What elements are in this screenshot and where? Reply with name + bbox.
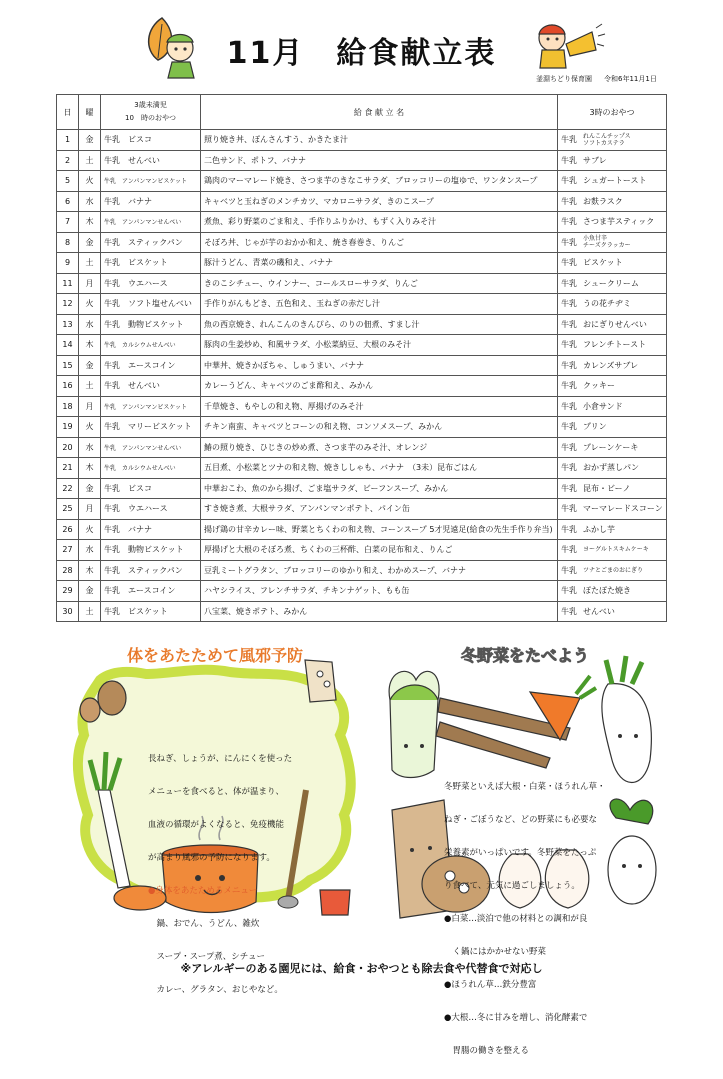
left-list-line: 鍋、おでん、うどん、雑炊 [148, 919, 260, 929]
day-cell: 8 [57, 232, 79, 253]
day-cell: 16 [57, 376, 79, 397]
snack3-item: サブレ [583, 155, 607, 165]
snack3-milk: 牛乳 [561, 360, 577, 370]
snack3-item: マーマレードスコーン [583, 504, 663, 514]
dow-cell: 水 [79, 191, 101, 212]
snack10-cell: 牛乳 マリービスケット [101, 417, 201, 438]
snack10-cell: 牛乳 アンパンマンビスケット [101, 396, 201, 417]
table-row [57, 396, 667, 417]
menu-cell: チキン南蛮、キャベツとコーンの和え物、コンソメスープ、みかん [201, 417, 558, 438]
dow-cell: 火 [79, 417, 101, 438]
snack3-milk: 牛乳 [561, 176, 577, 186]
snack3-item: うの花チヂミ [583, 299, 631, 309]
snack10-cell: 牛乳 カルシウムせんべい [101, 335, 201, 356]
menu-cell: 八宝菜、焼きポテト、みかん [201, 601, 558, 622]
snack3-cell [558, 314, 667, 335]
snack3-cell [558, 396, 667, 417]
right-text-line: く鍋にはかかせない野菜 [444, 947, 547, 957]
table-row [57, 437, 667, 458]
right-text-line: 胃腸の働きを整える [444, 1046, 530, 1056]
right-text-line: ●ほうれん草…鉄分豊富 [444, 980, 537, 990]
snack3-cell [558, 581, 667, 602]
day-cell: 6 [57, 191, 79, 212]
snack3-cell [558, 376, 667, 397]
snack3-item: せんべい [583, 606, 615, 616]
snack3-milk: 牛乳 [561, 504, 577, 514]
right-text-line: ねぎ・ごぼうなど、どの野菜にも必要な [444, 815, 598, 825]
dow-cell: 水 [79, 314, 101, 335]
snack3-cell [558, 150, 667, 171]
dow-cell: 金 [79, 232, 101, 253]
day-cell: 28 [57, 560, 79, 581]
snack10-cell: 牛乳 ウエハース [101, 499, 201, 520]
day-cell: 22 [57, 478, 79, 499]
dow-cell: 水 [79, 540, 101, 561]
table-row [57, 273, 667, 294]
left-text-line: 血液の循環がよくなると、免疫機能 [148, 820, 285, 830]
header-snack10 [101, 95, 201, 130]
left-text-line: メニューを食べると、体が温まり、 [148, 787, 285, 797]
drum-kid-mascot-icon [526, 16, 606, 78]
dow-cell: 土 [79, 601, 101, 622]
table-row [57, 519, 667, 540]
snack3-cell [558, 273, 667, 294]
menu-cell: ハヤシライス、フレンチサラダ、チキンナゲット、もも缶 [201, 581, 558, 602]
snack10-cell: 牛乳 ソフト塩せんべい [101, 294, 201, 315]
snack3-item: シュガートースト [583, 176, 647, 186]
snack3-item: 小倉サンド [583, 401, 623, 411]
menu-cell: 豆乳ミートグラタン、ブロッコリーのゆかり和え、わかめスープ、バナナ [201, 560, 558, 581]
menu-cell: 千草焼き、もやしの和え物、厚揚げのみそ汁 [201, 396, 558, 417]
snack10-cell: 牛乳 エースコイン [101, 355, 201, 376]
day-cell: 7 [57, 212, 79, 233]
table-row [57, 130, 667, 151]
right-panel-title: 冬野菜をたべよう [460, 646, 589, 665]
snack3-item: 昆布・ビーノ [583, 483, 631, 493]
table-row [57, 560, 667, 581]
snack3-cell [558, 478, 667, 499]
snack3-milk: 牛乳 [561, 258, 577, 268]
table-row [57, 478, 667, 499]
dow-cell: 火 [79, 519, 101, 540]
right-text-line: 栄養素がいっぱいです。冬野菜をたっぷ [444, 848, 597, 858]
snack10-cell: 牛乳 バナナ [101, 191, 201, 212]
table-row [57, 499, 667, 520]
snack3-item: れんこんチップス ソフトカステラ [583, 132, 631, 147]
day-cell: 1 [57, 130, 79, 151]
snack10-cell: 牛乳 ビスケット [101, 253, 201, 274]
snack3-item: ふかし芋 [583, 524, 615, 534]
snack3-cell [558, 191, 667, 212]
snack3-milk: 牛乳 [561, 545, 577, 555]
snack10-cell: 牛乳 エースコイン [101, 581, 201, 602]
snack3-item: ビスケット [583, 258, 623, 268]
snack3-cell [558, 294, 667, 315]
dow-cell: 水 [79, 437, 101, 458]
menu-cell: そぼろ丼、じゃが芋のおかか和え、焼き春巻き、りんご [201, 232, 558, 253]
table-row [57, 601, 667, 622]
snack3-item: 小魚甘辛 チーズクラッカー [583, 235, 631, 250]
menu-cell: 二色サンド、ポトフ、バナナ [201, 150, 558, 171]
menu-table [56, 94, 667, 622]
menu-cell: 鶏肉のマーマレード焼き、さつま芋のきなこサラダ、ブロッコリーの塩ゆで、ワンタンスープ [201, 171, 558, 192]
snack3-cell [558, 212, 667, 233]
menu-cell: 豚肉の生姜炒め、和風サラダ、小松菜納豆、大根のみそ汁 [201, 335, 558, 356]
dow-cell: 火 [79, 294, 101, 315]
day-cell: 14 [57, 335, 79, 356]
header-snack10-line1: 3歳未満児 [134, 101, 167, 109]
snack10-cell: 牛乳 カルシウムせんべい [101, 458, 201, 479]
header-snack10-line2: 10 時のおやつ [125, 114, 176, 122]
day-cell: 13 [57, 314, 79, 335]
snack3-cell [558, 458, 667, 479]
dow-cell: 金 [79, 355, 101, 376]
table-row [57, 294, 667, 315]
snack10-cell: 牛乳 バナナ [101, 519, 201, 540]
snack3-milk: 牛乳 [561, 463, 577, 473]
day-cell: 9 [57, 253, 79, 274]
header-dow: 曜 [79, 95, 101, 130]
snack3-cell [558, 519, 667, 540]
right-text-line: 冬野菜といえば大根・白菜・ほうれん草・ [444, 782, 606, 792]
table-row [57, 355, 667, 376]
snack3-item: おかず蒸しパン [583, 463, 639, 473]
day-cell: 25 [57, 499, 79, 520]
snack3-milk: 牛乳 [561, 319, 577, 329]
snack3-cell [558, 130, 667, 151]
snack10-cell: 牛乳 せんべい [101, 376, 201, 397]
menu-cell: きのこシチュー、ウインナー、コールスローサラダ、りんご [201, 273, 558, 294]
snack3-cell [558, 335, 667, 356]
snack3-cell [558, 355, 667, 376]
snack10-cell: 牛乳 せんべい [101, 150, 201, 171]
right-panel-text [444, 760, 606, 1079]
table-row [57, 417, 667, 438]
day-cell: 18 [57, 396, 79, 417]
day-cell: 27 [57, 540, 79, 561]
snack3-cell [558, 437, 667, 458]
winter-vegetables-panel [380, 640, 670, 1056]
snack3-milk: 牛乳 [561, 401, 577, 411]
table-row [57, 212, 667, 233]
day-cell: 20 [57, 437, 79, 458]
organization-name: 釜淵ちどり保育園 [536, 75, 592, 83]
warm-body-panel [70, 640, 360, 995]
menu-cell: すき焼き煮、大根サラダ、アンパンマンポテト、パイン缶 [201, 499, 558, 520]
snack3-cell [558, 417, 667, 438]
day-cell: 29 [57, 581, 79, 602]
left-list-title: ●身体をあたためるメニュー [148, 886, 258, 896]
snack3-item: ぽたぽた焼き [583, 586, 631, 596]
dow-cell: 木 [79, 560, 101, 581]
left-list-line: カレー、グラタン、おじやなど。 [148, 985, 283, 995]
right-text-line: ●白菜…淡泊で他の材料との調和が良 [444, 914, 588, 924]
snack10-cell: 牛乳 動物ビスケット [101, 540, 201, 561]
menu-cell: 照り焼き丼、ぽんさんすう、かきたま汁 [201, 130, 558, 151]
dow-cell: 土 [79, 376, 101, 397]
snack3-milk: 牛乳 [561, 442, 577, 452]
dow-cell: 金 [79, 130, 101, 151]
snack3-item: さつま芋スティック [583, 217, 655, 227]
issue-date: 令和6年11月1日 [604, 75, 657, 83]
dow-cell: 月 [79, 396, 101, 417]
page-title: 11月 給食献立表 [226, 36, 497, 71]
left-text-line: 長ねぎ、しょうが、にんにくを使った [148, 754, 293, 764]
snack3-milk: 牛乳 [561, 278, 577, 288]
dow-cell: 金 [79, 478, 101, 499]
table-header-row [57, 95, 667, 130]
table-row [57, 540, 667, 561]
table-row [57, 376, 667, 397]
snack3-cell [558, 601, 667, 622]
table-row [57, 191, 667, 212]
day-cell: 19 [57, 417, 79, 438]
snack3-milk: 牛乳 [561, 340, 577, 350]
snack3-cell [558, 560, 667, 581]
day-cell: 26 [57, 519, 79, 540]
menu-table-body [57, 130, 667, 622]
day-cell: 21 [57, 458, 79, 479]
snack3-milk: 牛乳 [561, 483, 577, 493]
snack3-milk: 牛乳 [561, 217, 577, 227]
menu-cell: 中華おこわ、魚のから揚げ、ごま塩サラダ、ビーフンスープ、みかん [201, 478, 558, 499]
snack3-milk: 牛乳 [561, 237, 577, 247]
snack3-cell [558, 232, 667, 253]
menu-cell: カレーうどん、キャベツのごま酢和え、みかん [201, 376, 558, 397]
snack10-cell: 牛乳 スティックパン [101, 560, 201, 581]
day-cell: 2 [57, 150, 79, 171]
right-text-line: ●大根…冬に甘みを増し、消化酵素で [444, 1013, 588, 1023]
snack3-item: プリン [583, 422, 607, 432]
snack3-milk: 牛乳 [561, 606, 577, 616]
right-text-line: り食べて、元気に過ごしましょう。 [444, 881, 580, 891]
dow-cell: 木 [79, 458, 101, 479]
snack3-item: ヨーグルトスキムケーキ [583, 546, 649, 554]
table-row [57, 171, 667, 192]
snack10-cell: 牛乳 アンパンマンビスケット [101, 171, 201, 192]
snack10-cell: 牛乳 ビスケット [101, 601, 201, 622]
snack3-item: クッキー [583, 381, 615, 391]
snack3-item: シュークリーム [583, 278, 639, 288]
day-cell: 5 [57, 171, 79, 192]
day-cell: 30 [57, 601, 79, 622]
snack3-item: フレンチトースト [583, 340, 647, 350]
menu-cell: 煮魚、彩り野菜のごま和え、手作りふりかけ、もずく入りみそ汁 [201, 212, 558, 233]
table-row [57, 150, 667, 171]
snack3-milk: 牛乳 [561, 381, 577, 391]
dow-cell: 火 [79, 171, 101, 192]
snack3-milk: 牛乳 [561, 524, 577, 534]
left-list-line: スープ・スープ煮、シチュー [148, 952, 266, 962]
snack3-cell [558, 253, 667, 274]
snack10-cell: 牛乳 アンパンマンせんべい [101, 212, 201, 233]
snack10-cell: 牛乳 アンパンマンせんべい [101, 437, 201, 458]
snack3-item: プレーンケーキ [583, 442, 639, 452]
snack3-milk: 牛乳 [561, 155, 577, 165]
menu-cell: 鰆の照り焼き、ひじきの炒め煮、さつま芋のみそ汁、オレンジ [201, 437, 558, 458]
menu-cell: 五目煮、小松菜とツナの和え物、焼きししゃも、バナナ （3未）昆布ごはん [201, 458, 558, 479]
snack10-cell: 牛乳 動物ビスケット [101, 314, 201, 335]
snack3-item: お麩ラスク [583, 196, 623, 206]
table-row [57, 253, 667, 274]
menu-cell: 豚汁うどん、青菜の磯和え、バナナ [201, 253, 558, 274]
day-cell: 11 [57, 273, 79, 294]
dow-cell: 月 [79, 273, 101, 294]
day-cell: 12 [57, 294, 79, 315]
snack3-item: ツナとごまのおにぎり [583, 566, 644, 574]
allergy-note: ※アレルギーのある園児には、給食・おやつとも除去食や代替食で対応し [180, 962, 543, 975]
snack3-cell [558, 499, 667, 520]
snack10-cell: 牛乳 ビスコ [101, 130, 201, 151]
dow-cell: 月 [79, 499, 101, 520]
header-menu: 給 食 献 立 名 [201, 95, 558, 130]
dow-cell: 金 [79, 581, 101, 602]
header-day: 日 [57, 95, 79, 130]
table-row [57, 232, 667, 253]
snack3-item: カレンズサブレ [583, 360, 639, 370]
header-snack3: 3時のおやつ [558, 95, 667, 130]
snack3-cell [558, 171, 667, 192]
menu-cell: 手作りがんもどき、五色和え、玉ねぎの赤だし汁 [201, 294, 558, 315]
left-text-line: が高まり風邪の予防になります。 [148, 853, 275, 863]
left-panel-title: 体をあたためて風邪予防 [126, 646, 303, 665]
table-row [57, 335, 667, 356]
snack10-cell: 牛乳 ウエハース [101, 273, 201, 294]
snack3-milk: 牛乳 [561, 299, 577, 309]
snack3-item: おにぎりせんべい [583, 319, 647, 329]
dow-cell: 土 [79, 150, 101, 171]
snack10-cell: 牛乳 スティックパン [101, 232, 201, 253]
table-row [57, 314, 667, 335]
snack3-milk: 牛乳 [561, 135, 577, 145]
dow-cell: 土 [79, 253, 101, 274]
snack10-cell: 牛乳 ビスコ [101, 478, 201, 499]
snack3-cell [558, 540, 667, 561]
menu-cell: 揚げ鶏の甘辛カレー味、野菜とちくわの和え物、コーンスープ 5才児遠足(給食の先生手作り弁当) [201, 519, 558, 540]
dow-cell: 木 [79, 335, 101, 356]
snack3-milk: 牛乳 [561, 565, 577, 575]
menu-cell: 厚揚げと大根のそぼろ煮、ちくわの三杯酢、白菜の昆布和え、りんご [201, 540, 558, 561]
snack3-milk: 牛乳 [561, 586, 577, 596]
dow-cell: 木 [79, 212, 101, 233]
table-row [57, 458, 667, 479]
day-cell: 15 [57, 355, 79, 376]
menu-cell: 魚の西京焼き、れんこんのきんぴら、のりの佃煮、すまし汁 [201, 314, 558, 335]
snack3-milk: 牛乳 [561, 422, 577, 432]
table-row [57, 581, 667, 602]
menu-cell: 中華丼、焼きかぼちゃ、しゅうまい、バナナ [201, 355, 558, 376]
menu-cell: キャベツと玉ねぎのメンチカツ、マカロニサラダ、きのこスープ [201, 191, 558, 212]
snack3-milk: 牛乳 [561, 196, 577, 206]
